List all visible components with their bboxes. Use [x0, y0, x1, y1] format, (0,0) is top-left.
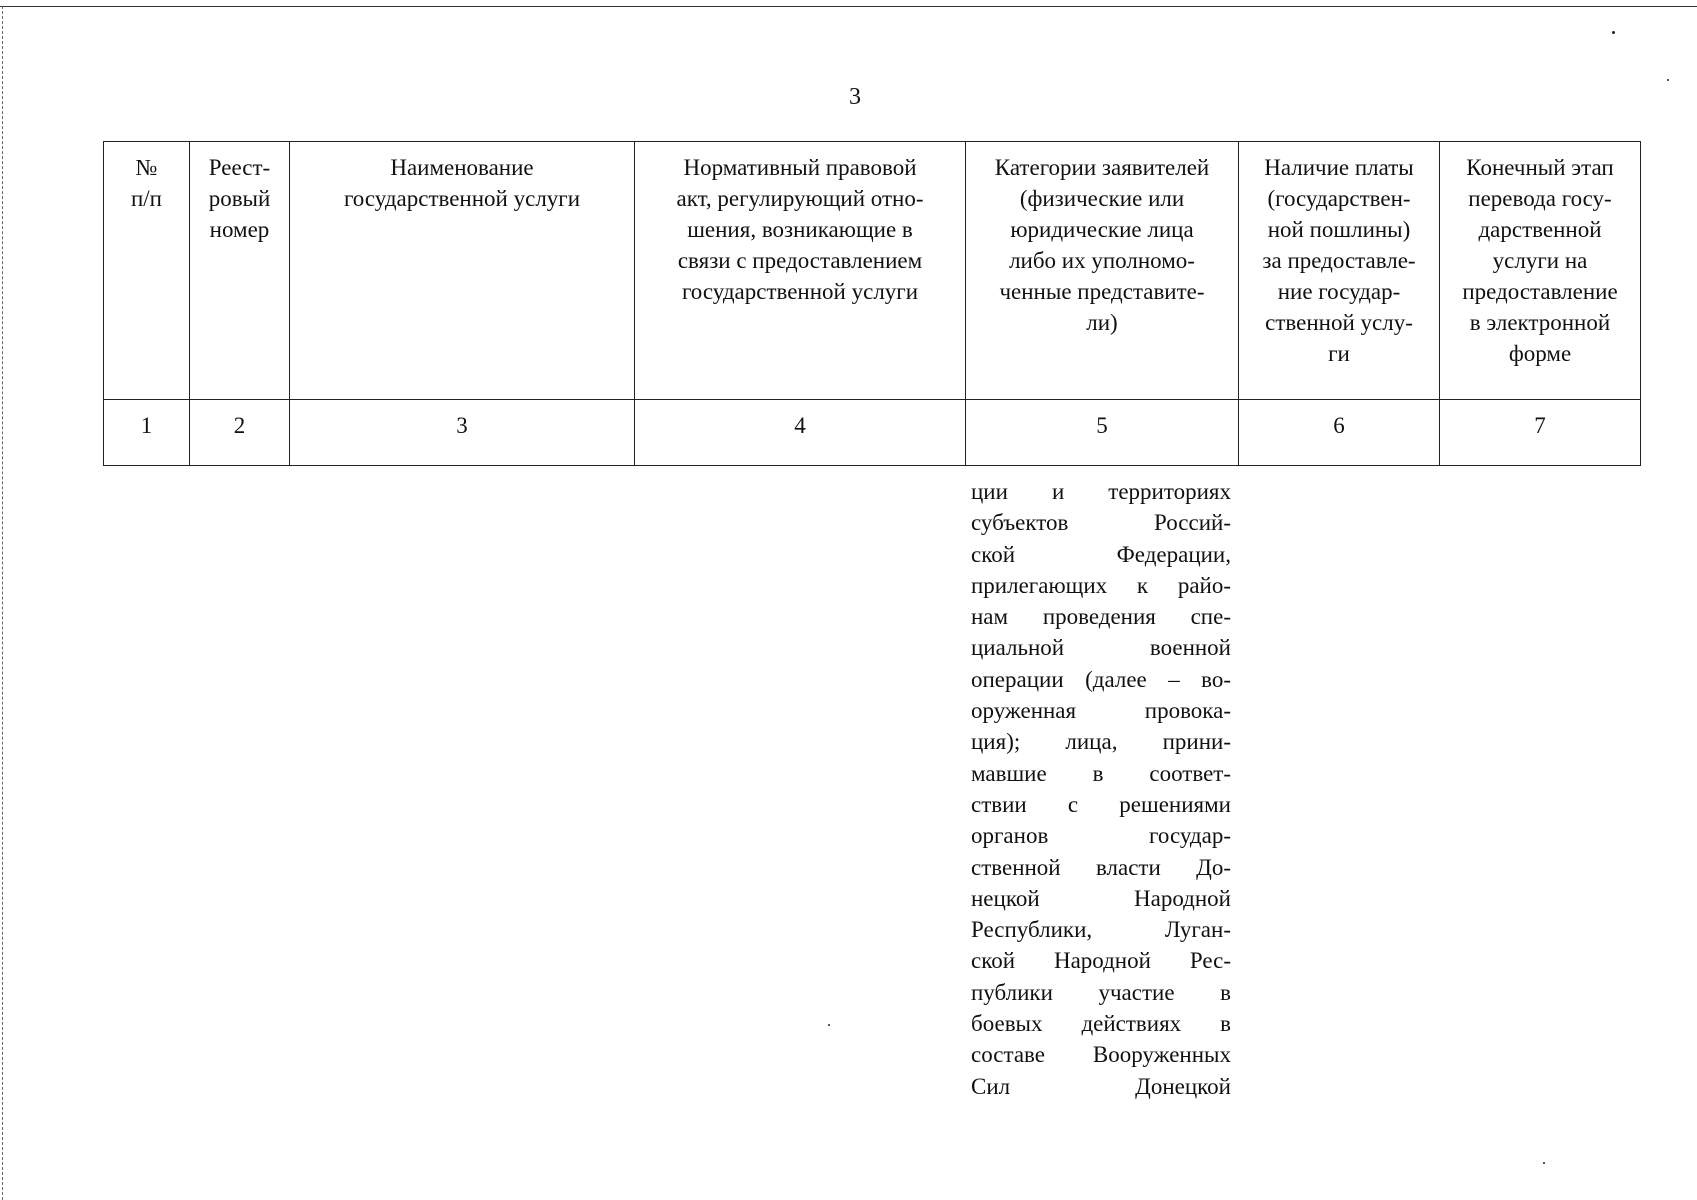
scan-speck — [1543, 1162, 1545, 1164]
scan-speck — [828, 1024, 830, 1026]
header-final-stage: Конечный этап перевода госу- дарственной услуги на предоставление в электронной форме — [1440, 142, 1641, 400]
services-table — [103, 141, 1641, 466]
text-line: субъектов Россий- — [971, 510, 1231, 536]
header-legal-act: Нормативный правовой акт, регулирующий отно- шения, возникающие в связи с предоставлением государственной услуги — [635, 142, 966, 400]
header-service-name: Наименование государственной услуги — [290, 142, 635, 400]
scan-speck — [1612, 31, 1615, 34]
column-number-cell: 7 — [1440, 400, 1641, 466]
column-number-cell: 2 — [190, 400, 290, 466]
text-line: ской Федерации, — [971, 541, 1231, 567]
page-left-border — [2, 6, 3, 1200]
text-line: составе Вооруженных — [971, 1042, 1231, 1068]
scan-speck — [1667, 79, 1669, 81]
text-line: ствии с решениями — [971, 791, 1231, 817]
text-line: прилегающих к райо- — [971, 572, 1231, 598]
applicant-categories-continuation — [971, 476, 1231, 1102]
header-applicant-categories: Категории заявителей (физические или юридические лица либо их уполномо- ченные представите- ли) — [966, 142, 1239, 400]
page-top-border — [0, 6, 1697, 7]
header-fee: Наличие платы (государствен- ной пошлины) за предоставле- ние государ- ственной услу- ги — [1239, 142, 1440, 400]
text-line: Республики, Луган- — [971, 917, 1231, 943]
column-number-cell: 4 — [635, 400, 966, 466]
text-line: циальной военной — [971, 635, 1231, 661]
text-line: ственной власти До- — [971, 854, 1231, 880]
column-number-cell: 6 — [1239, 400, 1440, 466]
text-line: нецкой Народной — [971, 885, 1231, 911]
column-number-row — [104, 400, 1641, 466]
text-line: операции (далее – во- — [971, 666, 1231, 692]
text-line: ской Народной Рес- — [971, 948, 1231, 974]
text-line: ции и территориях — [971, 479, 1231, 504]
text-line: оруженная провока- — [971, 698, 1231, 724]
text-line: органов государ- — [971, 823, 1231, 849]
column-number-cell: 5 — [966, 400, 1239, 466]
text-line: публики участие в — [971, 979, 1231, 1005]
column-number-cell: 3 — [290, 400, 635, 466]
column-number-cell: 1 — [104, 400, 190, 466]
header-registry-number: Реест- ровый номер — [190, 142, 290, 400]
text-line: нам проведения спе- — [971, 604, 1231, 630]
text-line: Сил Донецкой — [971, 1073, 1231, 1099]
text-line: боевых действиях в — [971, 1011, 1231, 1037]
text-line: мавшие в соответ- — [971, 760, 1231, 786]
text-line: ция); лица, прини- — [971, 729, 1231, 755]
header-number: № п/п — [104, 142, 190, 400]
table-header-row — [104, 142, 1641, 400]
page-number: 3 — [849, 84, 861, 110]
